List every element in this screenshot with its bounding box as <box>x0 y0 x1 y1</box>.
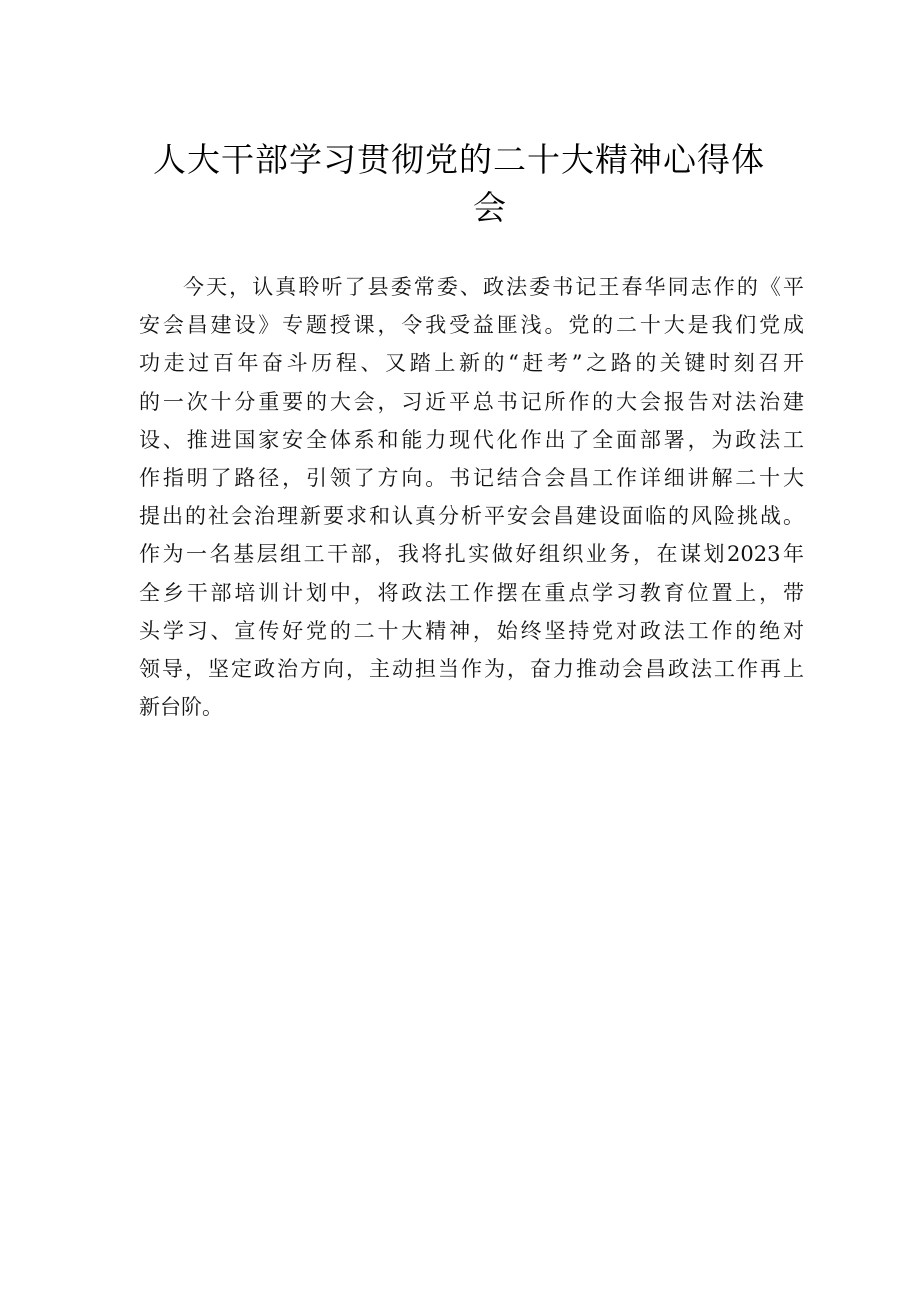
paragraph-line: 作指明了路径，引领了方向。书记结合会昌工作详细讲解二十大 <box>139 465 804 490</box>
paragraph-line: 功走过百年奋斗历程、又踏上新的“赶考”之路的关键时刻召开 <box>139 351 804 376</box>
body-paragraph <box>139 268 804 726</box>
title-line-2: 会 <box>473 188 507 227</box>
paragraph-line: 设、推进国家安全体系和能力现代化作出了全面部署，为政法工 <box>139 427 804 452</box>
paragraph-line: 的一次十分重要的大会，习近平总书记所作的大会报告对法治建 <box>139 389 804 414</box>
paragraph-line: 提出的社会治理新要求和认真分析平安会昌建设面临的风险挑战。 <box>139 504 804 529</box>
document-title <box>120 136 800 232</box>
title-line-1: 人大干部学习贯彻党的二十大精神心得体 <box>153 140 765 179</box>
paragraph-line: 今天，认真聆听了县委常委、政法委书记王春华同志作的《平 <box>183 275 804 299</box>
paragraph-line: 安会昌建设》专题授课，令我受益匪浅。党的二十大是我们党成 <box>139 313 804 338</box>
paragraph-line: 新台阶。 <box>139 695 223 720</box>
paragraph-line: 头学习、宣传好党的二十大精神，始终坚持党对政法工作的绝对 <box>139 618 804 643</box>
paragraph-line: 领导，坚定政治方向，主动担当作为，奋力推动会昌政法工作再上 <box>139 656 804 681</box>
paragraph-line: 全乡干部培训计划中，将政法工作摆在重点学习教育位置上，带 <box>139 580 804 605</box>
paragraph-line: 作为一名基层组工干部，我将扎实做好组织业务，在谋划2023年 <box>139 542 804 567</box>
